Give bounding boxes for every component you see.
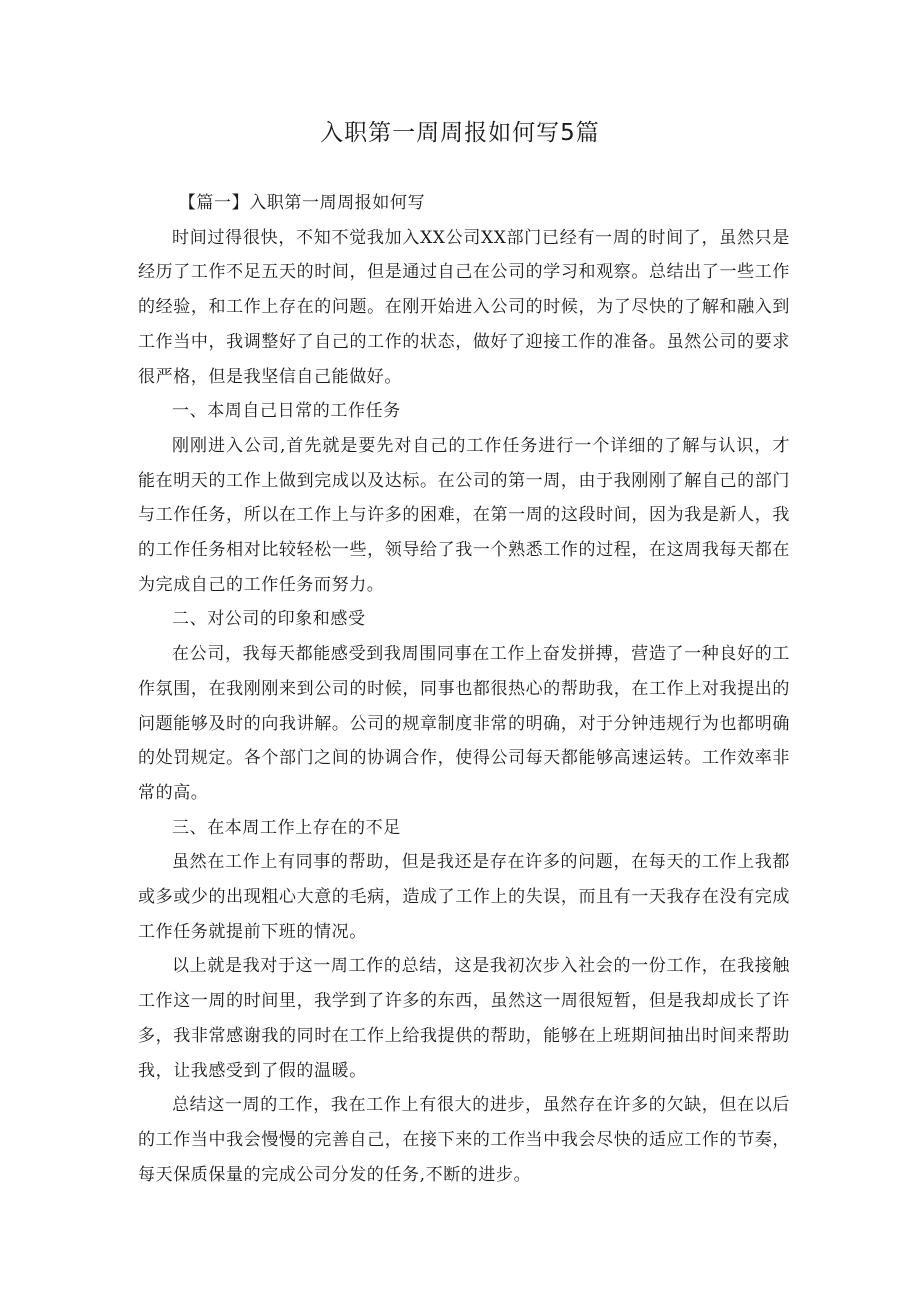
paragraph: 刚刚进入公司,首先就是要先对自己的工作任务进行一个详细的了解与认识，才能在明天的工作上做到完成以及达标。在公司的第一周，由于我刚刚了解自己的部门与工作任务，所以在工作上与许多的困难，在第一周的这段时间，因为我是新人，我的工作任务相对比较轻松一些，领导给了我一个熟悉工作的过程，在这周我每天都在为完成自己的工作任务而努力。	[138, 435, 790, 595]
document-body	[138, 186, 790, 1192]
paragraph: 以上就是我对于这一周工作的总结，这是我初次步入社会的一份工作，在我接触工作这一周的时间里，我学到了许多的东西，虽然这一周很短暂，但是我却成长了许多，我非常感谢我的同时在工作上给我提供的帮助，能够在上班期间抽出时间来帮助我，让我感受到了假的温暖。	[138, 956, 790, 1081]
document-title: 入职第一周周报如何写5篇	[320, 120, 600, 146]
subheading: 二、对公司的印象和感受	[172, 609, 366, 630]
paragraph: 总结这一周的工作，我在工作上有很大的进步，虽然存在许多的欠缺，但在以后的工作当中我会慢慢的完善自己，在接下来的工作当中我会尽快的适应工作的节奏，每天保质保量的完成公司分发的任务,不断的进步。	[138, 1095, 790, 1185]
subheading: 三、在本周工作上存在的不足	[172, 817, 401, 838]
paragraph: 虽然在工作上有同事的帮助，但是我还是存在许多的问题，在每天的工作上我都或多或少的出现粗心大意的毛病，造成了工作上的失误，而且有一天我存在没有完成工作任务就提前下班的情况。	[138, 852, 790, 942]
paragraph: 在公司，我每天都能感受到我周围同事在工作上奋发拼搏，营造了一种良好的工作氛围，在我刚刚来到公司的时候，同事也都很热心的帮助我，在工作上对我提出的问题能够及时的向我讲解。公司的规章制度非常的明确，对于分钟违规行为也都明确的处罚规定。各个部门之间的协调合作，使得公司每天都能够高速运转。工作效率非常的高。	[138, 644, 790, 803]
paragraph: 时间过得很快，不知不觉我加入XX公司XX部门已经有一周的时间了，虽然只是经历了工作不足五天的时间，但是通过自己在公司的学习和观察。总结出了一些工作的经验，和工作上存在的问题。在刚开始进入公司的时候，为了尽快的了解和融入到工作当中，我调整好了自己的工作的状态，做好了迎接工作的准备。虽然公司的要求很严格，但是我坚信自己能做好。	[138, 227, 790, 387]
subheading: 一、本周自己日常的工作任务	[172, 401, 401, 422]
section-label: 【篇一】入职第一周周报如何写	[178, 193, 426, 213]
